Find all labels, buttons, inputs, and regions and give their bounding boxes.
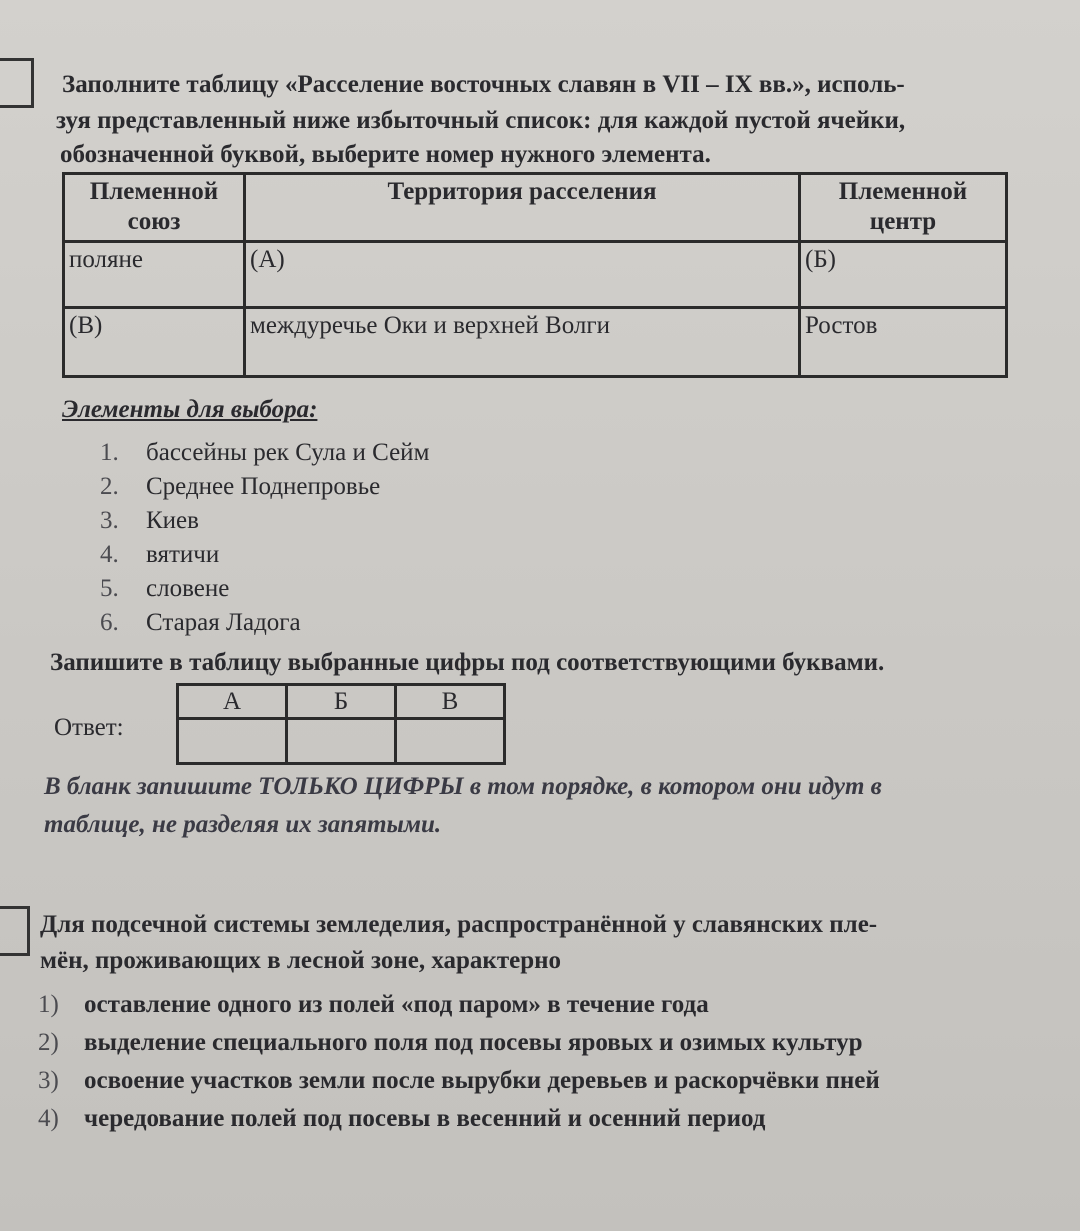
answer-header-b: Б (287, 685, 396, 719)
list-item (38, 1062, 880, 1100)
answer-cell-b[interactable] (287, 719, 396, 764)
item-number: 3. (100, 507, 119, 534)
item-number: 1. (100, 439, 119, 466)
task2-answer-box (0, 906, 30, 956)
note-line2: таблице, не разделяя их запятыми. (44, 811, 442, 838)
list-item (100, 606, 429, 640)
cell-r1-c3: (Б) (800, 242, 1007, 308)
answer-label: Ответ: (54, 714, 124, 741)
item-text: Среднее Поднепровье (146, 473, 381, 500)
option-number: 3) (38, 1067, 59, 1094)
cell-r1-c2: (А) (245, 242, 800, 308)
cell-r1-c1: поляне (64, 242, 245, 308)
cell-r2-c3: Ростов (800, 308, 1007, 377)
option-text: освоение участков земли после вырубки деревьев и раскорчёвки пней (84, 1067, 880, 1094)
task1-answer-box (0, 58, 34, 108)
task1-intro-line3: обозначенной буквой, выберите номер нужного элемента. (60, 141, 711, 168)
task2-question-line1: Для подсечной системы земледелия, распространённой у славянских пле- (40, 911, 878, 938)
answer-header-a: А (178, 685, 287, 719)
option-number: 4) (38, 1105, 59, 1132)
list-item (100, 504, 429, 538)
option-number: 1) (38, 991, 59, 1018)
list-item (38, 1100, 880, 1138)
list-item (100, 436, 429, 470)
settlement-table (62, 172, 1008, 378)
task1-intro-line2: зуя представленный ниже избыточный список: для каждой пустой ячейки, (56, 107, 906, 134)
header-tribal-union: Племенной союз (64, 174, 245, 242)
list-item (38, 986, 880, 1024)
item-number: 5. (100, 575, 119, 602)
option-text: оставление одного из полей «под паром» в течение года (84, 991, 709, 1018)
option-number: 2) (38, 1029, 59, 1056)
item-text: вятичи (146, 541, 220, 568)
elements-list (100, 436, 429, 640)
elements-title: Элементы для выбора: (62, 396, 318, 423)
task2-question-line2: мён, проживающих в лесной зоне, характерно (40, 947, 562, 974)
task1-intro-line1: Заполните таблицу «Расселение восточных славян в VII – IX вв.», исполь- (62, 71, 905, 98)
header-tribal-center: Племенной центр (800, 174, 1007, 242)
item-text: Киев (146, 507, 199, 534)
answer-table (176, 683, 506, 765)
cell-r2-c1: (В) (64, 308, 245, 377)
list-item (38, 1024, 880, 1062)
note-line1: В бланк запишите ТОЛЬКО ЦИФРЫ в том порядке, в котором они идут в (44, 773, 882, 800)
item-number: 6. (100, 609, 119, 636)
header-territory: Территория расселения (245, 174, 800, 242)
item-number: 2. (100, 473, 119, 500)
item-text: словене (146, 575, 230, 602)
write-instruction: Запишите в таблицу выбранные цифры под соответствующими буквами. (50, 649, 885, 676)
item-text: Старая Ладога (146, 609, 301, 636)
option-text: чередование полей под посевы в весенний и осенний период (84, 1105, 766, 1132)
task2-options (38, 986, 880, 1138)
list-item (100, 470, 429, 504)
option-text: выделение специального поля под посевы яровых и озимых культур (84, 1029, 863, 1056)
cell-r2-c2: междуречье Оки и верхней Волги (245, 308, 800, 377)
answer-header-v: В (396, 685, 505, 719)
answer-note (44, 768, 882, 844)
answer-cell-a[interactable] (178, 719, 287, 764)
answer-cell-v[interactable] (396, 719, 505, 764)
list-item (100, 572, 429, 606)
list-item (100, 538, 429, 572)
item-number: 4. (100, 541, 119, 568)
item-text: бассейны рек Сула и Сейм (146, 439, 430, 466)
